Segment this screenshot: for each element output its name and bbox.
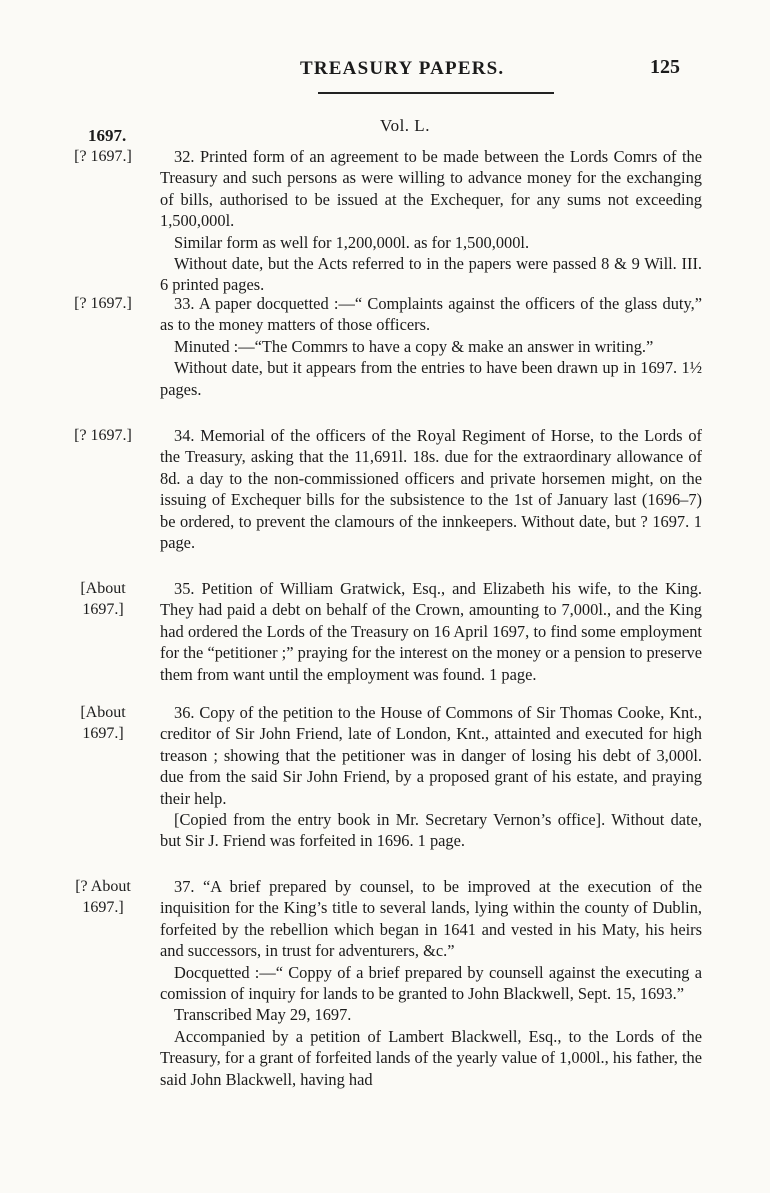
margin-year: 1697. [88,126,127,145]
entry-paragraph: Accompanied by a petition of Lambert Blackwell, Esq., to the Lords of the Treasury, for a grant of forfeited lands of the yearly value of 1,000l., his father, the said John Blackwell, having had [160,1026,702,1089]
entry-paragraph: [Copied from the entry book in Mr. Secretary Vernon’s office]. Without date, but Sir J. Friend was forfeited in 1696. 1 page. [160,810,702,851]
entry-date: [? 1697.] [74,427,132,444]
entry-date: [? 1697.] [74,148,132,165]
header-rule [318,92,554,94]
entry-text [160,578,702,685]
entry-text [160,425,702,553]
volume-heading: Vol. L. [380,116,430,135]
entry-text [160,876,702,1090]
page-number: 125 [650,56,680,78]
entry-paragraph: 36. Copy of the petition to the House of Commons of Sir Thomas Cooke, Knt., creditor of Sir John Friend, late of London, Knt., attainted and executed for high treason ; showing that the petitioner was in danger of losing his debt of 3,000l. due from the said Sir John Friend, by a proposed grant of his estate, and praying their help. [160,703,702,808]
entry-paragraph: Similar form as well for 1,200,000l. as for 1,500,000l. [174,232,530,252]
entry-date: [? About 1697.] [75,878,131,916]
entry-text [160,293,702,400]
entry-paragraph: Transcribed May 29, 1697. [174,1005,352,1025]
entry-paragraph: 37. “A brief prepared by counsel, to be improved at the execution of the inquisition for the King’s title to several lands, lying within the county of Dublin, forfeited by the rebellion which began in 1641 and vested in his Maty, his heirs and successors, in trust for adventurers, &c.” [160,877,702,961]
entry-text [160,702,702,852]
entry-paragraph: Minuted :—“The Commrs to have a copy & make an answer in writing.” [174,336,654,356]
entry-paragraph: Docquetted :—“ Coppy of a brief prepared by counsell against the executing a comission of inquiry for lands to be granted to John Blackwell, Sept. 15, 1693.” [160,962,702,1004]
entry-date: [? 1697.] [74,295,132,312]
entry-text [160,146,702,296]
entry-date: [About 1697.] [80,704,126,742]
entry-paragraph: 34. Memorial of the officers of the Royal Regiment of Horse, to the Lords of the Treasury, asking that the 11,691l. 18s. due for the extraordinary allowance of 8d. a day to the non-commissioned officers and private horsemen might, on the issuing of Exchequer bills for the subsistence to the 1st of January last (1696–7) be ordered, to prevent the clamours of the innkeepers. Without date, but ? 1697. 1 page. [160,426,702,553]
entry-date: [About 1697.] [80,580,126,618]
running-title: TREASURY PAPERS. [300,58,505,79]
entry-paragraph: 33. A paper docquetted :—“ Complaints against the officers of the glass duty,” as to the money matters of those officers. [160,294,702,335]
entry-paragraph: Without date, but the Acts referred to in the papers were passed 8 & 9 Will. III. 6 printed pages. [160,254,702,295]
entry-paragraph: Without date, but it appears from the entries to have been drawn up in 1697. 1½ pages. [160,358,702,399]
entry-paragraph: 32. Printed form of an agreement to be made between the Lords Comrs of the Treasury and such persons as were willing to advance money for the exchanging of bills, authorised to be issued at the Exchequer, for any sums not exceeding 1,500,000l. [160,147,702,231]
entry-paragraph: 35. Petition of William Gratwick, Esq., and Elizabeth his wife, to the King. They had paid a debt on behalf of the Crown, amounting to 7,000l., and the King had ordered the Lords of the Treasury on 16 April 1697, to find some employment for the “petitioner ;” praying for the interest on the money or a pension to preserve them from want until the employment was found. 1 page. [160,579,702,684]
